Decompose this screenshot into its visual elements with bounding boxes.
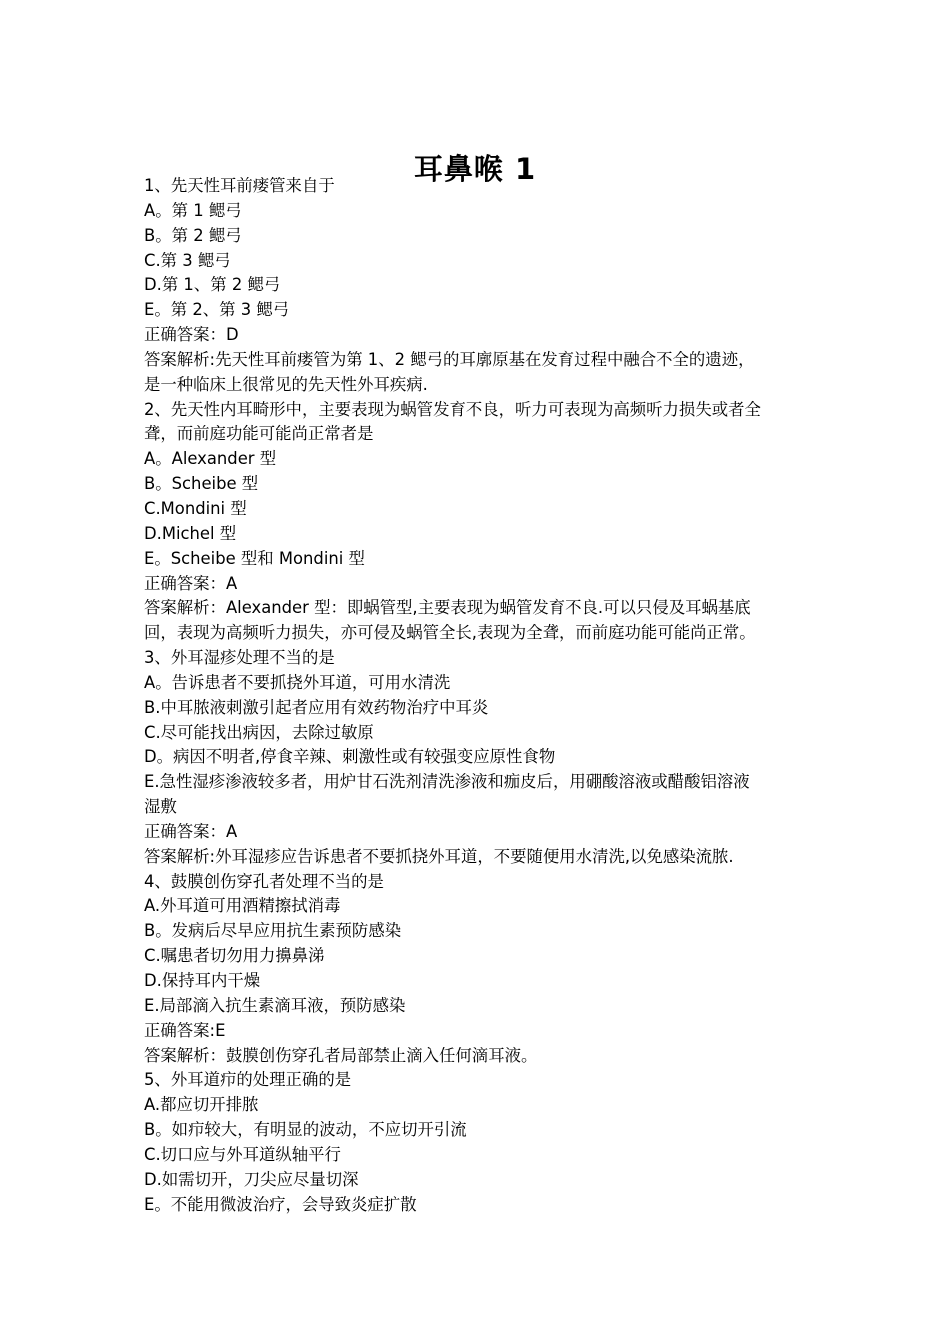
text-line: D.Michel 型 [144,523,237,543]
text-line: D.如需切开，刀尖应尽量切深 [144,1169,359,1189]
text-line: C.尽可能找出病因，去除过敏原 [144,722,374,742]
text-line: 正确答案：D [144,325,239,345]
text-line: C.嘱患者切勿用力擤鼻涕 [144,946,325,966]
text-line: B.中耳脓液刺激引起者应用有效药物治疗中耳炎 [144,697,489,717]
text-line: 正确答案：A [144,573,238,593]
text-line: A.外耳道可用酒精擦拭消毒 [144,896,341,916]
text-line: 聋，而前庭功能可能尚正常者是 [144,424,374,444]
text-line: B。如疖较大，有明显的波动，不应切开引流 [144,1120,467,1140]
document-body [144,174,814,1217]
text-line: 1、先天性耳前瘘管来自于 [144,176,335,195]
document-title: 耳鼻喉 1 [413,152,537,187]
text-line: C.第 3 鳃弓 [144,250,231,270]
text-line: 答案解析:先天性耳前瘘管为第 1、2 鳃弓的耳廓原基在发育过程中融合不全的遗迹， [144,349,755,369]
text-line: E。Scheibe 型和 Mondini 型 [144,548,365,568]
text-line: 正确答案:E [144,1020,226,1040]
text-line: D.保持耳内干燥 [144,971,261,990]
text-line: 2、先天性内耳畸形中，主要表现为蜗管发育不良，听力可表现为高频听力损失或者全 [144,399,761,419]
text-line: C.切口应与外耳道纵轴平行 [144,1144,341,1164]
text-line: 3、外耳湿疹处理不当的是 [144,648,335,668]
text-line: E.局部滴入抗生素滴耳液，预防感染 [144,995,406,1015]
text-line: 5、外耳道疖的处理正确的是 [144,1070,352,1090]
text-line: E.急性湿疹渗液较多者，用炉甘石洗剂清洗渗液和痂皮后，用硼酸溶液或醋酸铝溶液 [144,772,750,792]
text-line: 正确答案：A [144,821,238,841]
text-line: E。不能用微波治疗，会导致炎症扩散 [144,1194,417,1214]
text-line: 是一种临床上很常见的先天性外耳疾病. [144,374,428,394]
text-line: B。发病后尽早应用抗生素预防感染 [144,921,402,941]
text-line: 答案解析:外耳湿疹应告诉患者不要抓挠外耳道，不要随便用水清洗,以免感染流脓. [144,846,734,866]
text-line: 答案解析：鼓膜创伤穿孔者局部禁止滴入任何滴耳液。 [144,1045,538,1065]
text-line: A。第 1 鳃弓 [144,200,242,220]
text-line: E。第 2、第 3 鳃弓 [144,300,290,320]
text-line: B。第 2 鳃弓 [144,225,242,245]
text-line: 湿敷 [144,797,177,817]
text-line: D。病因不明者,停食辛辣、刺激性或有较强变应原性食物 [144,747,556,767]
text-line: A.都应切开排脓 [144,1095,259,1115]
text-line: B。Scheibe 型 [144,474,259,494]
text-line: 回，表现为高频听力损失，亦可侵及蜗管全长,表现为全聋，而前庭功能可能尚正常。 [144,623,756,643]
text-line: 4、鼓膜创伤穿孔者处理不当的是 [144,871,384,891]
text-line: A。Alexander 型 [144,449,277,469]
text-line: A。告诉患者不要抓挠外耳道，可用水清洗 [144,672,451,692]
text-line: C.Mondini 型 [144,498,247,518]
text-line: D.第 1、第 2 鳃弓 [144,275,281,295]
text-line: 答案解析：Alexander 型：即蜗管型,主要表现为蜗管发育不良.可以只侵及耳蜗基底 [144,598,751,618]
